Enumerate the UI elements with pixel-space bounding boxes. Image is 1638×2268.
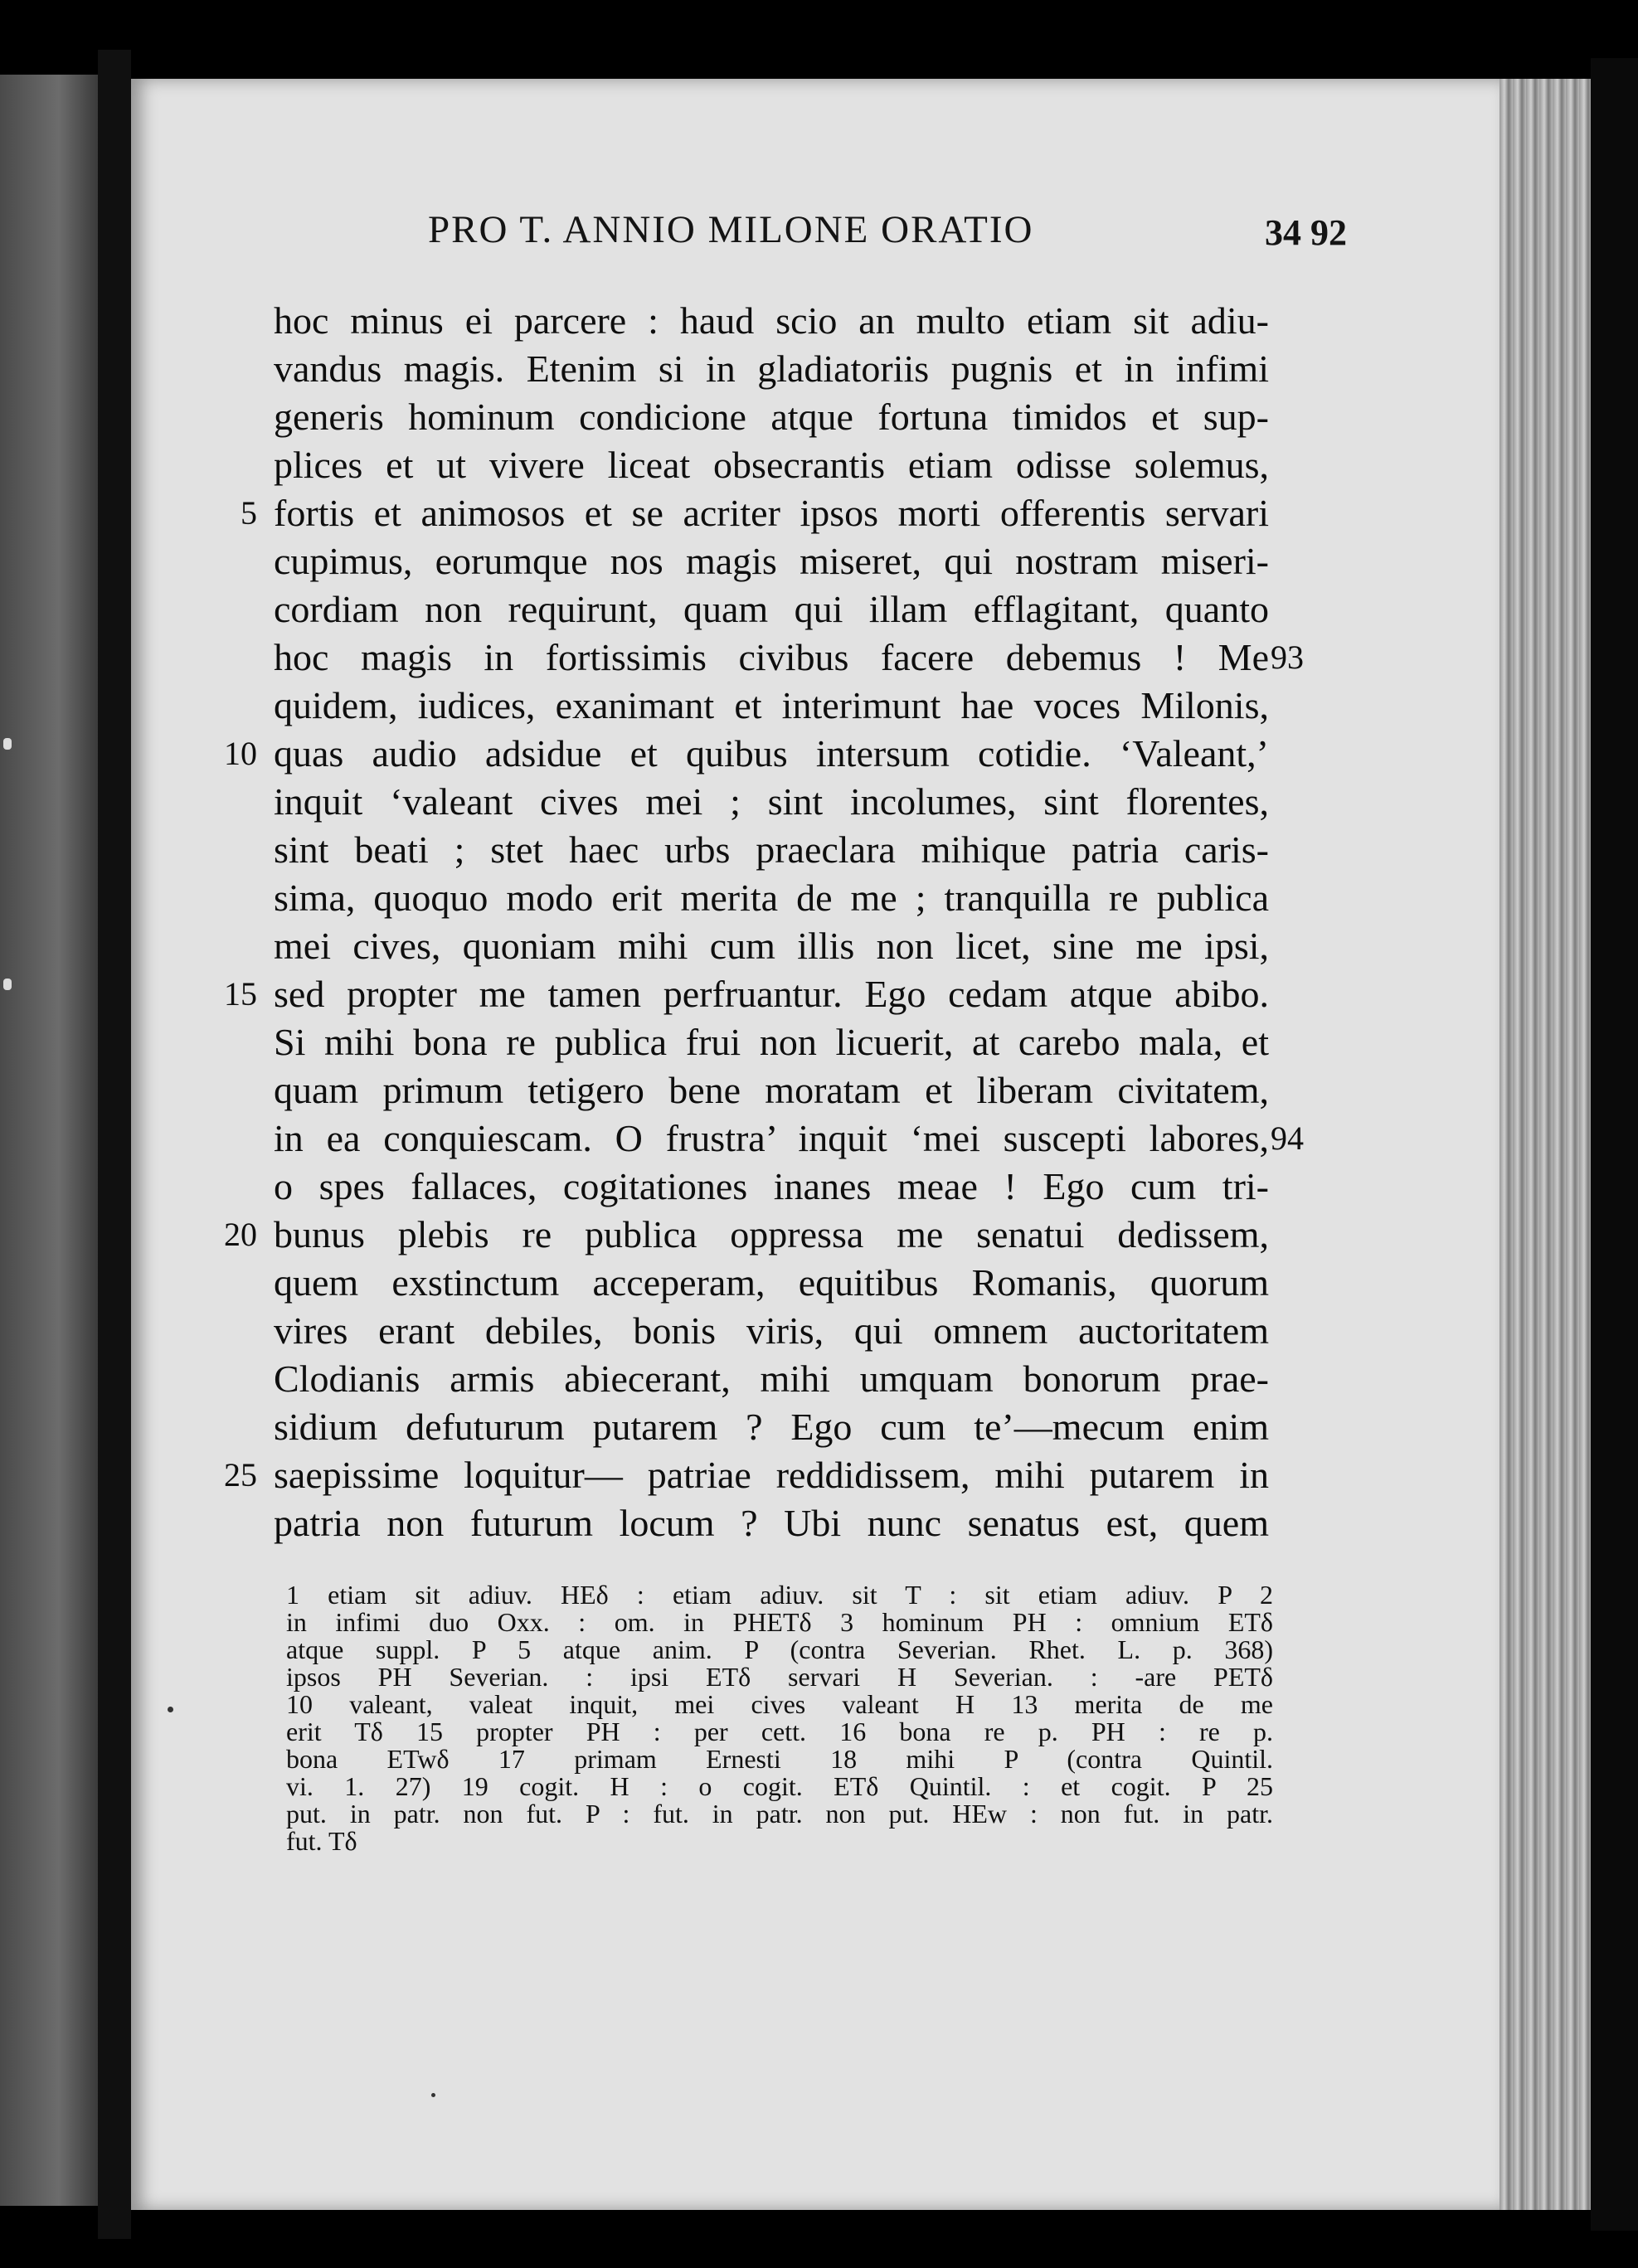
line-text: quam primum tetigero bene moratam et liberam civitatem, <box>274 1069 1269 1111</box>
text-line <box>274 345 1269 393</box>
line-number: 10 <box>224 735 257 772</box>
speck <box>168 1707 173 1712</box>
text-line <box>274 1499 1269 1547</box>
apparatus-line: vi. 1. 27) 19 cogit. H : o cogit. ETδ Quintil. : et cogit. P 25 <box>286 1771 1273 1801</box>
text-line <box>274 1163 1269 1211</box>
line-text: generis hominum condicione atque fortuna timidos et sup- <box>274 396 1269 438</box>
critical-apparatus <box>286 1581 1273 1855</box>
book-gutter <box>98 50 131 2239</box>
line-text: sint beati ; stet haec urbs praeclara mihique patria caris- <box>274 828 1269 871</box>
line-text: hoc minus ei parcere : haud scio an multo etiam sit adiu- <box>274 299 1269 342</box>
page-header <box>166 207 1451 265</box>
line-number: 15 <box>224 975 257 1013</box>
text-line <box>224 730 1269 778</box>
line-text: cordiam non requirunt, quam qui illam efflagitant, quanto <box>274 588 1269 630</box>
apparatus-line: 1 etiam sit adiuv. HEδ : etiam adiuv. sit T : sit etiam adiuv. P 2 <box>286 1580 1273 1610</box>
line-number: 5 <box>241 494 257 532</box>
text-line <box>274 922 1269 970</box>
apparatus-line: put. in patr. non fut. P : fut. in patr. non put. HEw : non fut. in patr. <box>286 1799 1273 1828</box>
text-line <box>241 489 1269 537</box>
text-line <box>274 634 1304 682</box>
line-text: Si mihi bona re publica frui non licuerit, at carebo mala, et <box>274 1021 1269 1063</box>
line-number: 25 <box>224 1456 257 1493</box>
text-line <box>224 1211 1269 1259</box>
main-text <box>224 297 1304 1547</box>
text-line <box>224 1451 1269 1499</box>
apparatus-line: 10 valeant, valeat inquit, mei cives valeant H 13 merita de me <box>286 1689 1273 1719</box>
line-number: 20 <box>224 1216 257 1253</box>
text-line <box>274 585 1269 634</box>
line-text: bunus plebis re publica oppressa me senatui dedissem, <box>274 1213 1269 1255</box>
apparatus-line: atque suppl. P 5 atque anim. P (contra Severian. Rhet. L. p. 368) <box>286 1634 1273 1664</box>
section-number: 94 <box>1271 1119 1304 1157</box>
right-border <box>1591 58 1638 2231</box>
line-text: inquit ‘valeant cives mei ; sint incolumes, sint florentes, <box>274 780 1269 823</box>
line-text: fortis et animosos et se acriter ipsos morti offerentis servari <box>274 492 1269 534</box>
text-line <box>274 1355 1269 1403</box>
line-text: in ea conquiescam. O frustra’ inquit ‘mei suscepti labores, <box>274 1117 1269 1159</box>
line-text: quas audio adsidue et quibus intersum cotidie. ‘Valeant,’ <box>274 732 1269 775</box>
apparatus-line: erit Tδ 15 propter PH : per cett. 16 bona re p. PH : re p. <box>286 1717 1273 1746</box>
text-line <box>274 682 1269 730</box>
text-line <box>274 778 1269 826</box>
apparatus-line: bona ETwδ 17 primam Ernesti 18 mihi P (contra Quintil. <box>286 1744 1273 1774</box>
page-number: 34 92 <box>1265 212 1347 253</box>
line-text: sed propter me tamen perfruantur. Ego cedam atque abibo. <box>274 973 1269 1015</box>
text-line <box>274 874 1269 922</box>
left-page-edge <box>0 75 98 2206</box>
line-text: vires erant debiles, bonis viris, qui omnem auctoritatem <box>274 1309 1269 1352</box>
text-line <box>274 1018 1269 1066</box>
text-line <box>274 1066 1269 1115</box>
apparatus-line: in infimi duo Oxx. : om. in PHETδ 3 hominum PH : omnium ETδ <box>286 1607 1273 1637</box>
line-text: quem exstinctum acceperam, equitibus Romanis, quorum <box>274 1261 1269 1304</box>
text-line <box>274 1259 1269 1307</box>
left-page-mark <box>3 979 12 990</box>
text-line <box>224 970 1269 1018</box>
line-text: sidium defuturum putarem ? Ego cum te’—mecum enim <box>274 1406 1269 1448</box>
line-text: hoc magis in fortissimis civibus facere debemus ! Me <box>274 636 1269 678</box>
line-text: quidem, iudices, exanimant et interimunt hae voces Milonis, <box>274 684 1269 726</box>
line-text: sima, quoquo modo erit merita de me ; tranquilla re publica <box>274 877 1269 919</box>
line-text: plices et ut vivere liceat obsecrantis etiam odisse solemus, <box>274 444 1269 486</box>
line-text: Clodianis armis abiecerant, mihi umquam bonorum prae- <box>274 1357 1269 1400</box>
line-text: mei cives, quoniam mihi cum illis non licet, sine me ipsi, <box>274 925 1269 967</box>
apparatus-line: fut. Tδ <box>286 1826 357 1856</box>
line-text: cupimus, eorumque nos magis miseret, qui nostram miseri- <box>274 540 1269 582</box>
apparatus-line: ipsos PH Severian. : ipsi ETδ servari H Severian. : -are PETδ <box>286 1662 1273 1692</box>
line-text: vandus magis. Etenim si in gladiatoriis pugnis et in infimi <box>274 347 1269 390</box>
text-line <box>274 1307 1269 1355</box>
line-text: patria non futurum locum ? Ubi nunc senatus est, quem <box>274 1502 1269 1544</box>
left-page-mark <box>3 738 12 750</box>
page-stack-edge <box>1499 79 1591 2210</box>
text-line <box>274 1403 1269 1451</box>
text-line <box>274 1115 1304 1163</box>
line-text: o spes fallaces, cogitationes inanes meae ! Ego cum tri- <box>274 1165 1269 1207</box>
text-line <box>274 537 1269 585</box>
running-title: PRO T. ANNIO MILONE ORATIO <box>428 208 1034 251</box>
text-line <box>274 441 1269 489</box>
speck <box>431 2093 435 2097</box>
section-number: 93 <box>1271 639 1304 676</box>
text-line <box>274 393 1269 441</box>
text-line <box>274 826 1269 874</box>
line-text: saepissime loquitur— patriae reddidissem, mihi putarem in <box>274 1454 1269 1496</box>
text-line <box>274 297 1269 345</box>
